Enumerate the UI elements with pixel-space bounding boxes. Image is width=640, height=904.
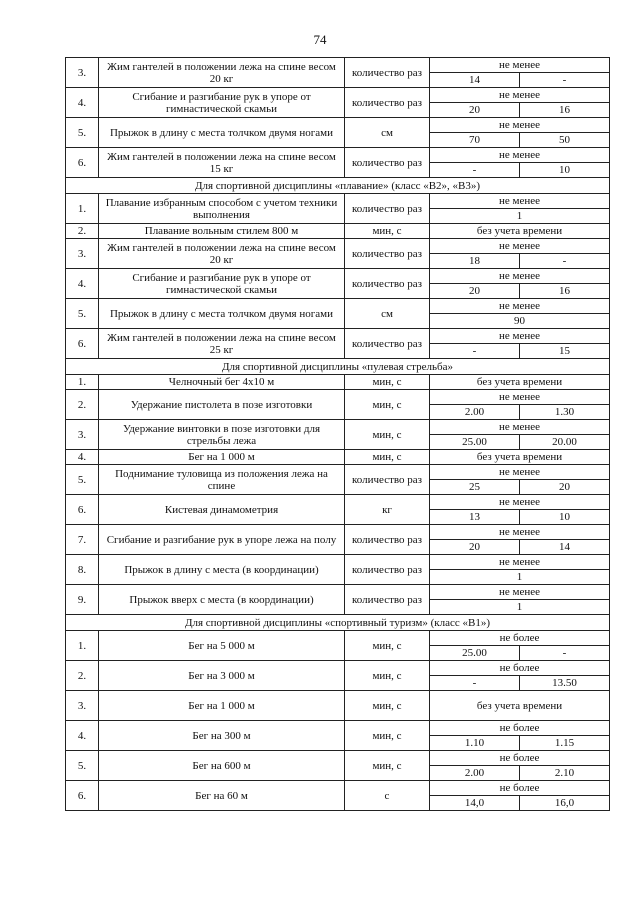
norm-header: не менее xyxy=(430,118,610,133)
table-row xyxy=(66,661,610,676)
table-row xyxy=(66,691,610,721)
table-row xyxy=(66,721,610,736)
row-number: 4. xyxy=(66,88,99,118)
table-row xyxy=(66,631,610,646)
row-number: 1. xyxy=(66,375,99,390)
section-header-row xyxy=(66,359,610,375)
norm-value-2: 13.50 xyxy=(520,676,610,691)
table-row xyxy=(66,299,610,314)
unit: мин, с xyxy=(345,751,430,781)
exercise-name: Плавание избранным способом с учетом техники выполнения xyxy=(99,194,345,224)
exercise-name: Прыжок в длину с места (в координации) xyxy=(99,555,345,585)
norm-value-2: 16 xyxy=(520,103,610,118)
norm-header: не более xyxy=(430,781,610,796)
unit: мин, с xyxy=(345,721,430,751)
exercise-name: Жим гантелей в положении лежа на спине весом 20 кг xyxy=(99,239,345,269)
unit: количество раз xyxy=(345,555,430,585)
unit: мин, с xyxy=(345,224,430,239)
unit: количество раз xyxy=(345,525,430,555)
table-row xyxy=(66,450,610,465)
exercise-name: Бег на 5 000 м xyxy=(99,631,345,661)
unit: мин, с xyxy=(345,691,430,721)
norm-value-1: 20 xyxy=(430,540,520,555)
norm-value-1: 14 xyxy=(430,73,520,88)
norm-value: без учета времени xyxy=(430,450,610,465)
norm-header: не менее xyxy=(430,239,610,254)
row-number: 7. xyxy=(66,525,99,555)
exercise-name: Прыжок в длину с места толчком двумя ногами xyxy=(99,299,345,329)
norm-value-1: - xyxy=(430,676,520,691)
unit: количество раз xyxy=(345,329,430,359)
table-row xyxy=(66,239,610,254)
norm-value: 1 xyxy=(430,600,610,615)
table-row xyxy=(66,555,610,570)
norm-value-1: 1.10 xyxy=(430,736,520,751)
norm-value: 1 xyxy=(430,209,610,224)
norm-value-2: 16 xyxy=(520,284,610,299)
norm-value-2: 15 xyxy=(520,344,610,359)
norm-header: не менее xyxy=(430,58,610,73)
row-number: 2. xyxy=(66,224,99,239)
norm-value-1: 18 xyxy=(430,254,520,269)
norm-value-2: 20.00 xyxy=(520,435,610,450)
exercise-name: Прыжок в длину с места толчком двумя ногами xyxy=(99,118,345,148)
norm-value-1: 14,0 xyxy=(430,796,520,811)
row-number: 4. xyxy=(66,269,99,299)
row-number: 2. xyxy=(66,390,99,420)
row-number: 6. xyxy=(66,495,99,525)
norm-value-2: 20 xyxy=(520,480,610,495)
unit: кг xyxy=(345,495,430,525)
exercise-name: Бег на 1 000 м xyxy=(99,450,345,465)
table-row xyxy=(66,751,610,766)
row-number: 8. xyxy=(66,555,99,585)
norm-header: не менее xyxy=(430,420,610,435)
row-number: 3. xyxy=(66,239,99,269)
unit: мин, с xyxy=(345,450,430,465)
row-number: 6. xyxy=(66,148,99,178)
norm-value-1: 20 xyxy=(430,284,520,299)
exercise-name: Сгибание и разгибание рук в упоре от гимнастической скамьи xyxy=(99,88,345,118)
exercise-name: Бег на 300 м xyxy=(99,721,345,751)
unit: количество раз xyxy=(345,88,430,118)
norm-value-2: 50 xyxy=(520,133,610,148)
table-row xyxy=(66,495,610,510)
exercise-name: Жим гантелей в положении лежа на спине весом 25 кг xyxy=(99,329,345,359)
norm-value-1: 2.00 xyxy=(430,766,520,781)
row-number: 1. xyxy=(66,631,99,661)
row-number: 6. xyxy=(66,329,99,359)
row-number: 1. xyxy=(66,194,99,224)
exercise-name: Прыжок вверх с места (в координации) xyxy=(99,585,345,615)
norm-value-2: - xyxy=(520,254,610,269)
table-row xyxy=(66,781,610,796)
unit: количество раз xyxy=(345,148,430,178)
table-row xyxy=(66,465,610,480)
row-number: 5. xyxy=(66,118,99,148)
norm-value-1: - xyxy=(430,163,520,178)
exercise-name: Сгибание и разгибание рук в упоре от гимнастической скамьи xyxy=(99,269,345,299)
norm-header: не менее xyxy=(430,194,610,209)
unit: количество раз xyxy=(345,239,430,269)
row-number: 5. xyxy=(66,465,99,495)
table-row xyxy=(66,118,610,133)
unit: количество раз xyxy=(345,269,430,299)
section-header-row xyxy=(66,178,610,194)
row-number: 5. xyxy=(66,751,99,781)
norm-header: не более xyxy=(430,631,610,646)
norm-value: без учета времени xyxy=(430,691,610,721)
exercise-name: Поднимание туловища из положения лежа на спине xyxy=(99,465,345,495)
table-row xyxy=(66,194,610,209)
norm-value-2: 14 xyxy=(520,540,610,555)
unit: мин, с xyxy=(345,631,430,661)
section-header-row xyxy=(66,615,610,631)
table-row xyxy=(66,525,610,540)
unit: мин, с xyxy=(345,375,430,390)
unit: количество раз xyxy=(345,194,430,224)
table-row xyxy=(66,269,610,284)
exercise-name: Жим гантелей в положении лежа на спине весом 20 кг xyxy=(99,58,345,88)
exercise-name: Удержание пистолета в позе изготовки xyxy=(99,390,345,420)
unit: количество раз xyxy=(345,58,430,88)
exercise-name: Плавание вольным стилем 800 м xyxy=(99,224,345,239)
section-title: Для спортивной дисциплины «пулевая стрельба» xyxy=(66,359,610,375)
exercise-name: Удержание винтовки в позе изготовки для стрельбы лежа xyxy=(99,420,345,450)
exercise-name: Сгибание и разгибание рук в упоре лежа на полу xyxy=(99,525,345,555)
unit: мин, с xyxy=(345,420,430,450)
exercise-name: Бег на 1 000 м xyxy=(99,691,345,721)
norm-value-2: 16,0 xyxy=(520,796,610,811)
row-number: 9. xyxy=(66,585,99,615)
norm-value-2: 10 xyxy=(520,510,610,525)
exercise-name: Жим гантелей в положении лежа на спине весом 15 кг xyxy=(99,148,345,178)
norm-header: не более xyxy=(430,751,610,766)
exercise-name: Бег на 60 м xyxy=(99,781,345,811)
norm-value-1: 70 xyxy=(430,133,520,148)
exercise-name: Челночный бег 4х10 м xyxy=(99,375,345,390)
norm-value: 1 xyxy=(430,570,610,585)
norm-header: не менее xyxy=(430,269,610,284)
norm-header: не более xyxy=(430,721,610,736)
table-row xyxy=(66,420,610,435)
norm-value: без учета времени xyxy=(430,224,610,239)
row-number: 3. xyxy=(66,58,99,88)
table-row xyxy=(66,329,610,344)
unit: см xyxy=(345,299,430,329)
unit: мин, с xyxy=(345,390,430,420)
section-title: Для спортивной дисциплины «плавание» (класс «В2», «В3») xyxy=(66,178,610,194)
norm-value-1: 20 xyxy=(430,103,520,118)
exercise-name: Бег на 600 м xyxy=(99,751,345,781)
exercise-name: Бег на 3 000 м xyxy=(99,661,345,691)
table-row xyxy=(66,88,610,103)
table-row xyxy=(66,390,610,405)
norm-value-2: 1.30 xyxy=(520,405,610,420)
table-row xyxy=(66,585,610,600)
table-row xyxy=(66,375,610,390)
norm-value: 90 xyxy=(430,314,610,329)
norm-header: не менее xyxy=(430,390,610,405)
unit: количество раз xyxy=(345,585,430,615)
row-number: 2. xyxy=(66,661,99,691)
row-number: 4. xyxy=(66,450,99,465)
unit: мин, с xyxy=(345,661,430,691)
norm-header: не менее xyxy=(430,585,610,600)
row-number: 4. xyxy=(66,721,99,751)
table-row xyxy=(66,224,610,239)
norm-value-1: 2.00 xyxy=(430,405,520,420)
norm-value-1: 25.00 xyxy=(430,646,520,661)
row-number: 6. xyxy=(66,781,99,811)
unit: см xyxy=(345,118,430,148)
norm-header: не менее xyxy=(430,525,610,540)
norm-header: не менее xyxy=(430,495,610,510)
unit: количество раз xyxy=(345,465,430,495)
row-number: 3. xyxy=(66,420,99,450)
norm-value-2: 2.10 xyxy=(520,766,610,781)
norm-header: не менее xyxy=(430,555,610,570)
norm-header: не менее xyxy=(430,148,610,163)
norm-value-1: 25 xyxy=(430,480,520,495)
norm-value-1: - xyxy=(430,344,520,359)
norm-value-2: 1.15 xyxy=(520,736,610,751)
norm-header: не менее xyxy=(430,88,610,103)
norm-header: не менее xyxy=(430,465,610,480)
norm-value-1: 13 xyxy=(430,510,520,525)
norm-header: не менее xyxy=(430,329,610,344)
table-row xyxy=(66,148,610,163)
unit: с xyxy=(345,781,430,811)
norm-value-2: - xyxy=(520,73,610,88)
row-number: 3. xyxy=(66,691,99,721)
norm-value-2: 10 xyxy=(520,163,610,178)
norm-value-2: - xyxy=(520,646,610,661)
norm-header: не более xyxy=(430,661,610,676)
standards-table xyxy=(65,57,610,811)
exercise-name: Кистевая динамометрия xyxy=(99,495,345,525)
page-number: 74 xyxy=(313,32,327,47)
norm-header: не менее xyxy=(430,299,610,314)
table-row xyxy=(66,58,610,73)
norm-value-1: 25.00 xyxy=(430,435,520,450)
section-title: Для спортивной дисциплины «спортивный туризм» (класс «В1») xyxy=(66,615,610,631)
row-number: 5. xyxy=(66,299,99,329)
norm-value: без учета времени xyxy=(430,375,610,390)
